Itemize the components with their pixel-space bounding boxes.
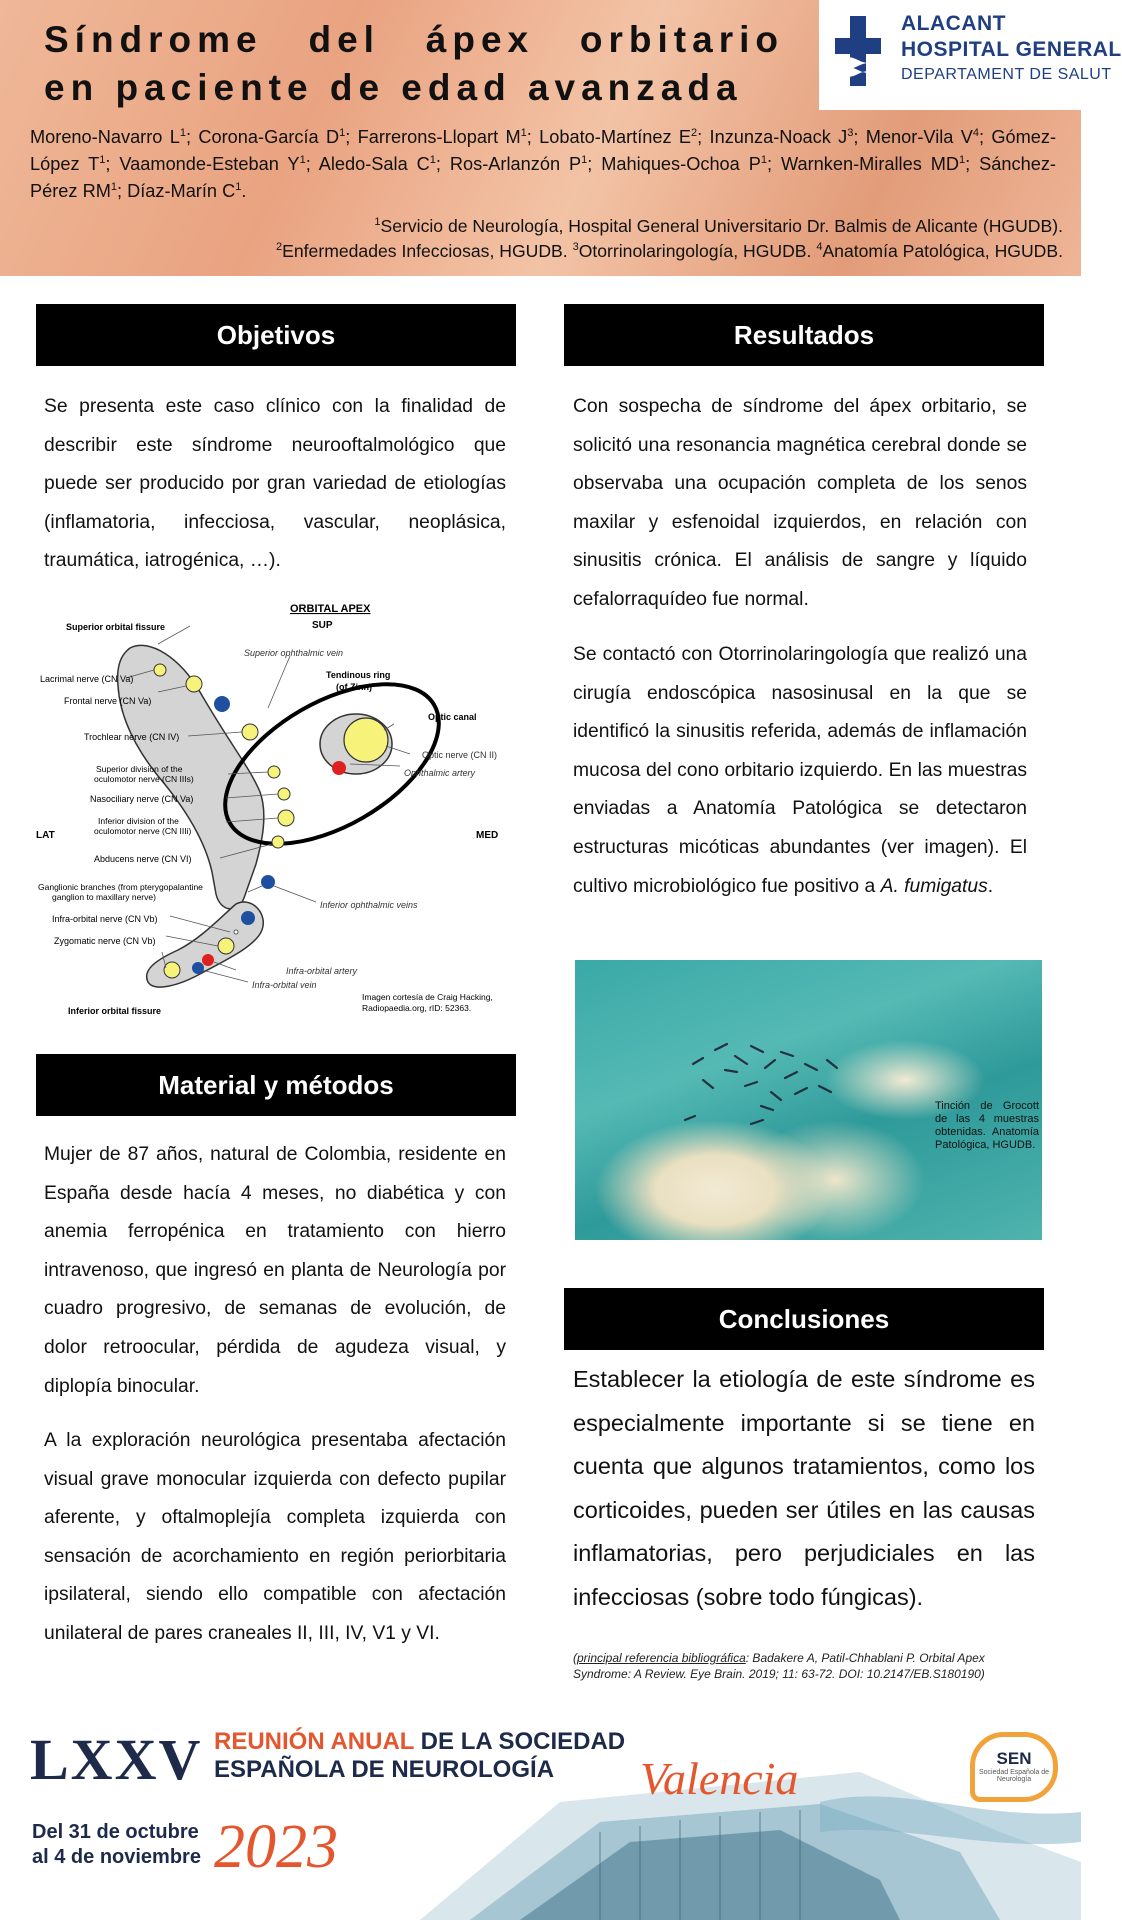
author-name: Aledo-Sala $C^1$; <box>318 153 450 174</box>
congress-year: 2023 <box>214 1813 338 1881</box>
objetivos-heading: Objetivos <box>36 304 516 366</box>
label-inferior-ophthalmic-veins: Inferior ophthalmic veins <box>320 900 418 910</box>
author-name: Lobato-Martínez $E^2$; <box>539 126 710 147</box>
label-superior-orbital-fissure: Superior orbital fissure <box>66 622 166 632</box>
diagram-sup-label: SUP <box>312 620 333 631</box>
diagram-credit-2: Radiopaedia.org, rID: 52363. <box>362 1003 472 1013</box>
material-heading: Material y métodos <box>36 1054 516 1116</box>
reference-text: : Badakere A, Patil-Chhablani P. Orbital Apex Syndrome: A Review. Eye Brain. 2019; 11: 63-72. DOI: 10.2147/EB.S180190) <box>573 1651 985 1681</box>
diagram-credit-1: Imagen cortesía de Craig Hacking, <box>362 992 493 1002</box>
infraorbital-nerve-dot <box>218 938 234 954</box>
title-line-1: Síndrome del ápex orbitario <box>44 19 784 60</box>
objetivos-text: Se presenta este caso clínico con la finalidad de describir este síndrome neurooftalmológico que puede ser producido por gran variedad de etiologías (inflamatoria, infecciosa, vascular, neoplásica, traumática, iatrogénica, …). <box>44 396 506 572</box>
sup-ophthalmic-vein-dot <box>214 696 230 712</box>
label-optic-nerve: Optic nerve (CN II) <box>422 750 498 760</box>
author-name: Sánchez-Pérez $RM^1$; <box>30 154 1056 201</box>
author-name: Díaz-Marín $C^1$. <box>127 180 247 201</box>
author-name: Farrerons-Llopart $M^1$; <box>357 126 540 147</box>
congress-banner <box>0 1712 1081 1920</box>
diagram-title: ORBITAL APEX <box>290 603 371 615</box>
label-inferior-division-1: Inferior division of the <box>98 816 179 826</box>
label-trochlear-nerve: Trochlear nerve (CN IV) <box>84 732 180 742</box>
affiliation-line-2: $^2$Enfermedades Infecciosas, HGUDB. $^3$Otorrinolaringología, HGUDB. $^4$Anatomía Patológica, HGUDB. <box>276 241 1063 261</box>
infraorbital-vein-dot <box>192 962 204 974</box>
grocott-stain-image <box>575 960 1042 1240</box>
label-abducens-nerve: Abducens nerve (CN VI) <box>94 854 192 864</box>
author-name: Menor-Vila $V^4$; <box>865 126 992 147</box>
congress-line-1: REUNIÓN ANUAL DE LA SOCIEDAD <box>214 1728 626 1755</box>
conclusiones-text: Establecer la etiología de este síndrome es especialmente importante si se tiene en cuenta que algunos tratamientos, como los corticoides, pueden ser útiles en las causas inflamatorias, pero perjudiciales en las infecciosas (sobre todo fúngicas). <box>573 1366 1035 1610</box>
logo-line-1: ALACANT <box>901 12 1006 35</box>
label-tendinous-ring-1: Tendinous ring <box>326 670 391 680</box>
label-infraorbital-nerve: Infra-orbital nerve (CN Vb) <box>52 914 158 924</box>
grocott-caption: Tinción de Grocott de las 4 muestras obtenidas. Anatomía Patológica, HGUDB. <box>935 1100 1039 1151</box>
author-name: Vaamonde-Esteban $Y^1$; <box>119 153 319 174</box>
lacrimal-nerve-dot <box>154 664 166 676</box>
affiliations <box>13 214 1063 264</box>
resultados-paragraph-1: Con sospecha de síndrome del ápex orbitario, se solicitó una resonancia magnética cerebral donde se observaba una ocupación completa de los senos maxilar y esfenoidal izquierdos, en relación con sinusitis crónica. El análisis de sangre y líquido cefalorraquídeo fue normal. <box>573 396 1027 610</box>
infraorbital-artery-dot <box>202 954 214 966</box>
author-name: Mahiques-Ochoa $P^1$; <box>601 153 781 174</box>
inf-ophthalmic-vein-dot <box>261 875 275 889</box>
poster-header <box>0 0 1122 276</box>
title-line-2: en paciente de edad avanzada <box>44 67 743 108</box>
abducens-dot <box>272 836 284 848</box>
hospital-cross-icon <box>835 16 881 86</box>
label-ganglionic-1: Ganglionic branches (from pterygopalantine <box>38 882 203 892</box>
label-inferior-orbital-fissure: Inferior orbital fissure <box>68 1006 162 1016</box>
inferior-division-dot <box>278 810 294 826</box>
hospital-logo <box>819 0 1122 110</box>
fungus-name: A. fumigatus <box>880 875 988 897</box>
ganglionic-dot <box>234 930 238 934</box>
author-name: Inzunza-Noack $J^3$; <box>709 126 866 147</box>
poster-title <box>44 16 784 112</box>
congress-city: Valencia <box>640 1753 799 1804</box>
label-superior-division-2: oculomotor nerve (CN IIIs) <box>94 774 194 784</box>
nasociliary-dot <box>278 788 290 800</box>
diagram-lat-label: LAT <box>36 830 55 841</box>
label-ganglionic-2: ganglion to maxillary nerve) <box>52 892 156 902</box>
label-optic-canal: Optic canal <box>428 712 477 722</box>
label-zygomatic-nerve: Zygomatic nerve (CN Vb) <box>54 936 156 946</box>
material-paragraph-1: Mujer de 87 años, natural de Colombia, residente en España desde hacía 4 meses, no diabética y con anemia ferropénica en tratamiento con hierro intravenoso, que ingresó en planta de Neurología por cuadro progresivo, de semanas de evolución, de dolor retroocular, pérdida de agudeza visual, y diplopía binocular. <box>44 1144 506 1397</box>
label-tendinous-ring-2: (of Zinn) <box>336 682 372 692</box>
author-list <box>30 124 1056 205</box>
label-infraorbital-artery: Infra-orbital artery <box>286 966 358 976</box>
reference-citation: (principal referencia bibliográfica: Badakere A, Patil-Chhablani P. Orbital Apex Syndrome: A Review. Eye Brain. 2019; 11: 63-72. DOI: 10.2147/EB.S180190) <box>573 1651 985 1681</box>
orbital-apex-diagram <box>30 596 520 1028</box>
author-name: Warnken-Miralles $MD^1$; <box>780 153 980 174</box>
frontal-nerve-dot <box>186 676 202 692</box>
label-ophthalmic-artery: Ophthalmic artery <box>404 768 476 778</box>
congress-roman-numeral: LXXV <box>30 1727 203 1792</box>
label-lacrimal-nerve: Lacrimal nerve (CN Va) <box>40 674 134 684</box>
label-inferior-division-2: oculomotor nerve (CN IIIi) <box>94 826 192 836</box>
author-name: Corona-García $D^1$; <box>198 126 358 147</box>
optic-nerve-circle <box>344 718 388 762</box>
resultados-paragraph-2: Se contactó con Otorrinolaringología que realizó una cirugía endoscópica nasosinusal en la que se identificó la sinusitis referida, además de inflamación mucosa del cono orbitario izquierdo. En las muestras enviadas a Anatomía Patológica se detectaron estructuras micóticas abundantes (ver imagen). El cultivo microbiológico fue positivo a A. fumigatus. <box>573 644 1027 897</box>
trochlear-nerve-dot <box>242 724 258 740</box>
resultados-heading: Resultados <box>564 304 1044 366</box>
logo-line-3: DEPARTAMENT DE SALUT <box>901 66 1112 83</box>
material-paragraph-2: A la exploración neurológica presentaba afectación visual grave monocular izquierda con defecto pupilar aferente, y oftalmoplejía completa izquierda con sensación de acorchamiento en región periorbitaria ipsilateral, siendo ello compatible con afectación unilateral de pares craneales II, III, IV, V1 y VI. <box>44 1430 506 1644</box>
ophthalmic-artery-dot <box>332 761 346 775</box>
congress-line-2: ESPAÑOLA DE NEUROLOGÍA <box>214 1756 555 1783</box>
sen-logo: SEN Sociedad Española de Neurología <box>970 1732 1058 1802</box>
label-infraorbital-vein: Infra-orbital vein <box>252 980 317 990</box>
zygomatic-nerve-dot <box>164 962 180 978</box>
author-name: Moreno-Navarro $L^1$; <box>30 126 199 147</box>
superior-division-dot <box>268 766 280 778</box>
logo-line-2: HOSPITAL GENERAL <box>901 38 1122 61</box>
diagram-med-label: MED <box>476 830 499 841</box>
affiliation-line-1: $^1$Servicio de Neurología, Hospital General Universitario Dr. Balmis de Alicante (HGUDB). <box>374 216 1063 236</box>
congress-dates: Del 31 de octubre al 4 de noviembre <box>32 1821 201 1868</box>
label-frontal-nerve: Frontal nerve (CN Va) <box>64 696 152 706</box>
reference-label: principal referencia bibliográfica <box>577 1651 746 1665</box>
author-name: Gómez-López $T^1$; <box>30 127 1057 174</box>
label-superior-ophthalmic-vein: Superior ophthalmic vein <box>244 648 344 658</box>
label-nasociliary-nerve: Nasociliary nerve (CN Va) <box>90 794 194 804</box>
author-name: Ros-Arlanzón $P^1$; <box>449 153 602 174</box>
label-superior-division-1: Superior division of the <box>96 764 183 774</box>
conclusiones-heading: Conclusiones <box>564 1288 1044 1350</box>
inf-ophthalmic-vein-dot-2 <box>241 911 255 925</box>
